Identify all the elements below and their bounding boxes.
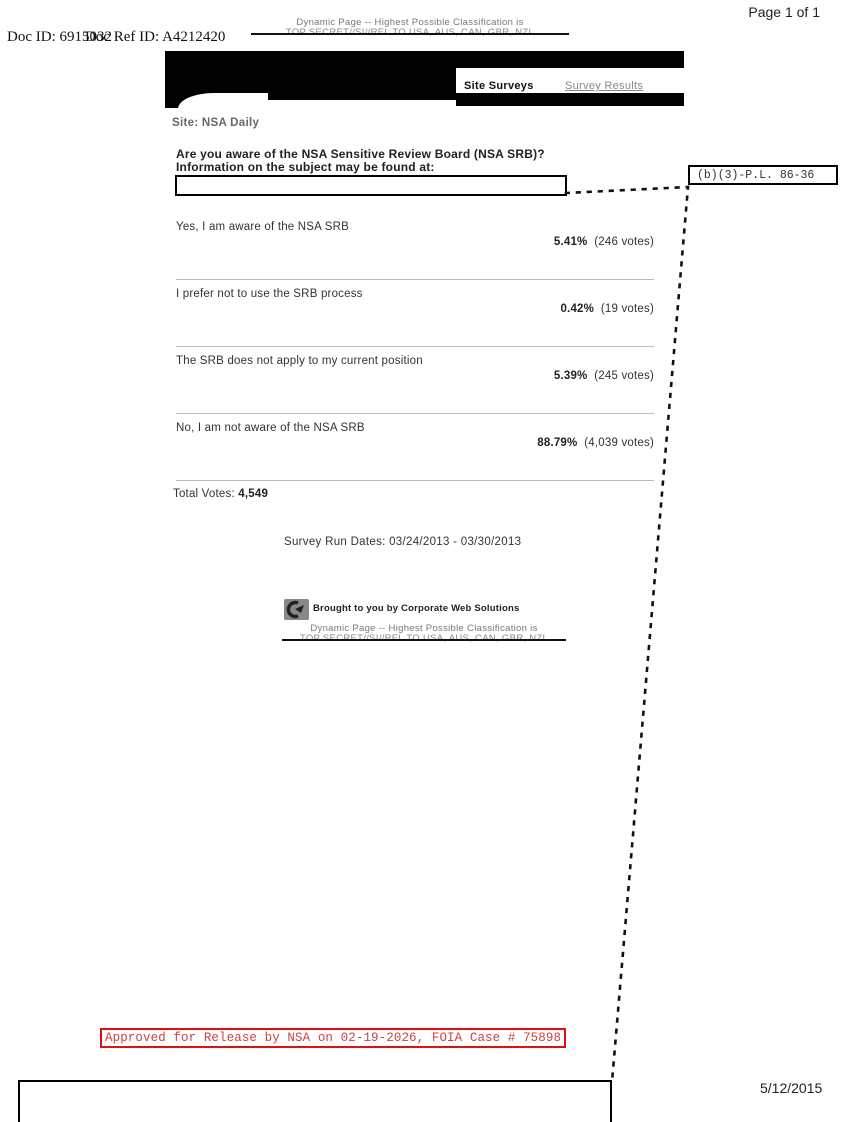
brought-to-you-by: Brought to you by Corporate Web Solutions [313,603,520,614]
print-date: 5/12/2015 [760,1080,823,1096]
site-label: Site: NSA Daily [172,117,260,129]
total-votes-value: 4,549 [238,488,269,500]
redaction-exemption-label: (b)(3)-P.L. 86-36 [688,165,838,185]
divider [176,346,654,347]
classification-line1: Dynamic Page -- Highest Possible Classification is [310,623,538,634]
answer-label: No, I am not aware of the NSA SRB [176,422,365,434]
answer-label: The SRB does not apply to my current position [176,355,423,367]
redaction-box-link [175,175,567,196]
answer-votes: (4,039 votes) [584,437,654,449]
answer-result [554,236,654,248]
question-line2: Information on the subject may be found at: [176,160,435,174]
foia-release-stamp: Approved for Release by NSA on 02-19-2026, FOIA Case # 75898 [100,1028,566,1048]
tab-survey-results[interactable]: Survey Results [565,80,644,92]
header-banner-right-bottom [456,93,684,106]
answer-result [554,370,654,382]
divider [176,279,654,280]
divider [176,480,654,481]
answer-label: I prefer not to use the SRB process [176,288,363,300]
classification-banner-bottom [286,624,562,644]
doc-id: Doc ID: 6915032 [7,29,112,45]
question-line1: Are you aware of the NSA Sensitive Review Board (NSA SRB)? [176,147,545,161]
header-banner-right-top [456,51,684,68]
answer-percent: 88.79% [537,437,578,449]
answer-votes: (245 votes) [594,370,654,382]
answer-votes: (246 votes) [594,236,654,248]
answer-votes: (19 votes) [600,303,654,315]
strikethrough-line [251,33,569,35]
answer-percent: 5.39% [553,370,588,382]
survey-question [176,148,545,174]
classification-line2-struck [286,634,562,644]
divider [176,413,654,414]
total-votes-label: Total Votes: [173,488,235,500]
answer-result [537,437,654,449]
strikethrough-line [282,639,566,641]
survey-run-dates: Survey Run Dates: 03/24/2013 - 03/30/2013 [284,536,522,548]
answer-percent: 0.42% [560,303,595,315]
redaction-box-footer [18,1080,612,1122]
answer-label: Yes, I am aware of the NSA SRB [176,221,350,233]
total-votes [173,488,268,500]
corporate-web-solutions-logo-icon [284,599,309,620]
classification-line2-struck [255,28,565,38]
answer-result [560,303,654,315]
tab-site-surveys[interactable]: Site Surveys [464,80,534,92]
classification-line1: Dynamic Page -- Highest Possible Classification is [296,17,524,28]
classification-banner-top [255,18,565,38]
doc-ref-id: Doc Ref ID: A4212420 [85,29,226,45]
page-number: Page 1 of 1 [748,4,820,20]
answer-percent: 5.41% [553,236,588,248]
